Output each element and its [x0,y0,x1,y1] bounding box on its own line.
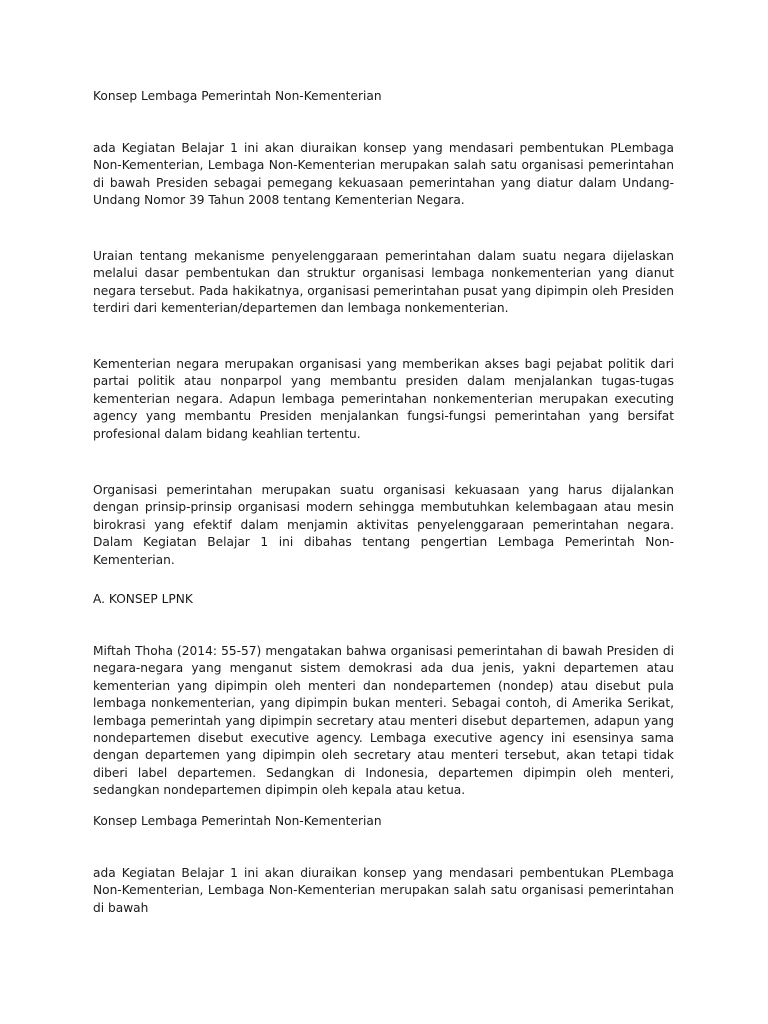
paragraph-organisasi-pemerintahan: Organisasi pemerintahan merupakan suatu organisasi kekuasaan yang harus dijalankan dengan prinsip-prinsip organisasi modern sehingga membutuhkan kelembagaan atau mesin birokrasi yang efektif dalam menjamin aktivitas penyelenggaraan pemerintahan negara. Dalam Kegiatan Belajar 1 ini dibahas tentang pengertian Lembaga Pemerintah Non-Kementerian. [93,483,674,567]
section-heading: A. KONSEP LPNK [93,592,193,606]
paragraph-mekanisme: Uraian tentang mekanisme penyelenggaraan pemerintahan dalam suatu negara dijelaskan melalui dasar pembentukan dan struktur organisasi lembaga nonkementerian yang dianut negara tersebut. Pada hakikatnya, organisasi pemerintahan pusat yang dipimpin oleh Presiden terdiri dari kementerian/departemen dan lembaga nonkementerian. [93,249,674,316]
paragraph-miftah-thoha: Miftah Thoha (2014: 55-57) mengatakan bahwa organisasi pemerintahan di bawah Presiden di negara-negara yang menganut sistem demokrasi ada dua jenis, yakni departemen atau kementerian yang dipimpin oleh menteri dan nondepartemen (nondep) atau disebut pula lembaga nonkementerian, yang dipimpin bukan menteri. Sebagai contoh, di Amerika Serikat, lembaga pemerintah yang dipimpin secretary atau menteri disebut departemen, adapun yang nondepartemen disebut executive agency. Lembaga executive agency ini esensinya sama dengan departemen yang dipimpin oleh secretary atau menteri tersebut, akan tetapi tidak diberi label departemen. Sedangkan di Indonesia, departemen dipimpin oleh menteri, sedangkan nondepartemen dipimpin oleh kepala atau ketua. [93,644,674,798]
paragraph-intro-repeat: ada Kegiatan Belajar 1 ini akan diuraikan konsep yang mendasari pembentukan PLembaga Non-Kementerian, Lembaga Non-Kementerian merupakan salah satu organisasi pemerintahan di bawah [93,866,674,915]
paragraph-kementerian-negara: Kementerian negara merupakan organisasi yang memberikan akses bagi pejabat politik dari partai politik atau nonparpol yang membantu presiden dalam menjalankan tugas-tugas kementerian negara. Adapun lembaga pemerintahan nonkementerian merupakan executing agency yang membantu Presiden menjalankan fungsi-fungsi pemerintahan yang bersifat profesional dalam bidang keahlian tertentu. [93,357,674,441]
paragraph-intro: ada Kegiatan Belajar 1 ini akan diuraikan konsep yang mendasari pembentukan PLembaga Non-Kementerian, Lembaga Non-Kementerian merupakan salah satu organisasi pemerintahan di bawah Presiden sebagai pemegang kekuasaan pemerintahan yang diatur dalam Undang-Undang Nomor 39 Tahun 2008 tentang Kementerian Negara. [93,141,674,208]
document-title-repeat: Konsep Lembaga Pemerintah Non-Kementerian [93,814,382,828]
document-title: Konsep Lembaga Pemerintah Non-Kementerian [93,89,382,103]
